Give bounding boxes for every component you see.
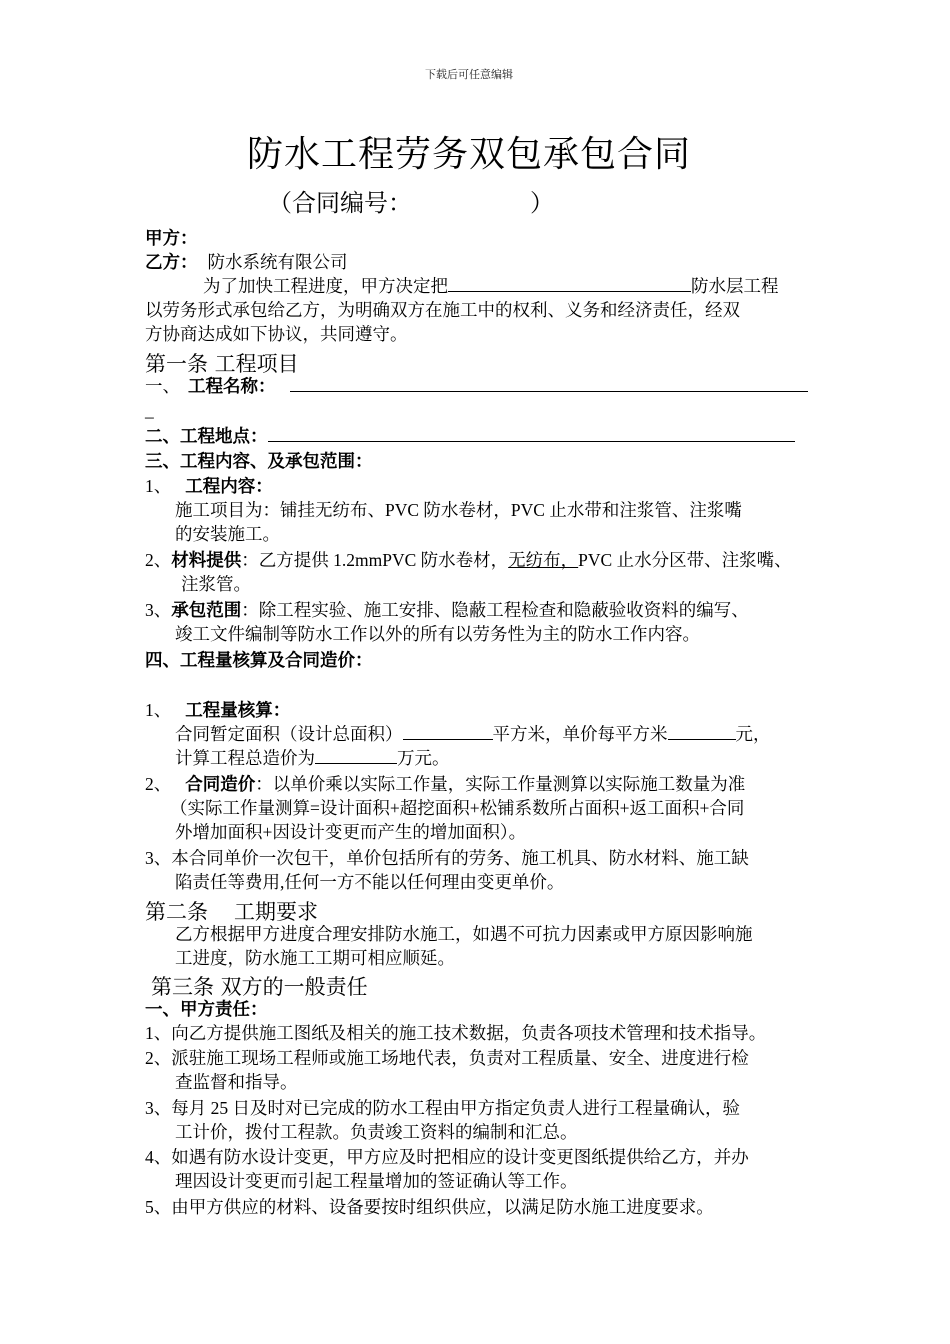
contract-number-close: ）	[530, 189, 554, 217]
duty-item-4-line-1: 4、如遇有防水设计变更，甲方应及时把相应的设计变更图纸提供给乙方，并办	[145, 1147, 749, 1167]
article-2-line-2: 工进度，防水施工工期可相应顺延。	[175, 948, 455, 968]
project-address-blank	[268, 424, 795, 442]
pricing-item-3-line-2: 陷责任等费用,任何一方不能以任何理由变更单价。	[175, 872, 565, 892]
duty-item-4-line-2: 理因设计变更而引起工程量增加的签证确认等工作。	[175, 1171, 578, 1191]
intro-line-1	[203, 274, 779, 298]
content-item-3-text: ：除工程实验、施工安排、隐蔽工程检查和隐蔽验收资料的编写、	[241, 600, 749, 620]
party-b	[145, 250, 348, 274]
pricing-label: 四、工程量核算及合同造价：	[145, 650, 373, 670]
pricing-item-1	[145, 698, 290, 722]
intro-text-a: 为了加快工程进度，甲方决定把	[203, 276, 448, 296]
pricing-item-1-num: 1、	[145, 700, 172, 720]
duty-item-2-line-2: 查监督和指导。	[175, 1072, 298, 1092]
duty-item-3-line-2: 工计价，拨付工程款。负责竣工资料的编制和汇总。	[175, 1122, 578, 1142]
content-item-1	[145, 474, 273, 498]
scope-label: 三、工程内容、及承包范围：	[145, 451, 373, 471]
content-item-2-line-2: 注浆管。	[181, 574, 251, 594]
duty-item-5: 5、由甲方供应的材料、设备要按时组织供应，以满足防水施工进度要求。	[145, 1197, 714, 1217]
duty-item-3-line-1: 3、每月 25 日及时对已完成的防水工程由甲方指定负责人进行工程量确认，验	[145, 1098, 740, 1118]
article-2-title: 工期要求	[234, 900, 318, 924]
area-blank	[403, 722, 493, 740]
content-item-2-text-a: ：乙方提供 1.2mmPVC 防水卷材，	[241, 550, 509, 570]
pricing-item-1-line-1	[175, 722, 771, 746]
party-b-label: 乙方：	[145, 252, 198, 272]
duty-item-2-line-1: 2、派驻施工现场工程师或施工场地代表，负责对工程质量、安全、进度进行检	[145, 1048, 749, 1068]
party-a: 甲方：	[145, 228, 198, 248]
project-name-line	[145, 374, 808, 398]
content-item-1-line-2: 的安装施工。	[175, 524, 280, 544]
project-address-line	[145, 424, 795, 448]
pricing-item-2-label: 合同造价	[185, 774, 256, 794]
content-item-2-label: 材料提供	[171, 550, 242, 570]
party-a-duties-label: 一、甲方责任：	[145, 999, 268, 1019]
duty-item-1: 1、向乙方提供施工图纸及相关的施工技术数据，负责各项技术管理和技术指导。	[145, 1023, 767, 1043]
pricing-item-3-line-1: 3、本合同单价一次包干，单价包括所有的劳务、施工机具、防水材料、施工缺	[145, 848, 749, 868]
page-header: 下载后可任意编辑	[425, 69, 513, 81]
intro-line-3: 方协商达成如下协议，共同遵守。	[145, 324, 408, 344]
project-name-num: 一、	[145, 376, 180, 396]
content-item-3-label: 承包范围	[171, 600, 242, 620]
pricing-item-2-line-3: 外增加面积+因设计变更而产生的增加面积）。	[175, 822, 527, 842]
content-item-2-underlined: 无纺布，	[508, 550, 579, 570]
content-item-3-line-2: 竣工文件编制等防水工作以外的所有以劳务性为主的防水工作内容。	[175, 624, 700, 644]
pricing-item-2-line-2: （实际工作量测算=设计面积+超挖面积+松铺系数所占面积+返工面积+合同	[170, 798, 745, 818]
unit-price-label: 平方米，单价每平方米	[492, 724, 668, 744]
content-item-1-label: 工程内容：	[185, 476, 273, 496]
pricing-item-1-line-2	[175, 746, 450, 770]
contract-title: 防水工程劳务双包承包合同	[247, 134, 692, 175]
contract-number-label: （合同编号：	[268, 189, 412, 217]
total-price-label: 计算工程总造价为	[175, 748, 315, 768]
project-name-blank	[290, 374, 808, 392]
content-item-2-text-b: PVC 止水分区带、注浆嘴、	[578, 550, 792, 570]
area-label: 合同暂定面积（设计总面积）	[175, 724, 403, 744]
pricing-item-2-text: ：以单价乘以实际工作量，实际工作量测算以实际施工数量为准	[255, 774, 746, 794]
content-item-1-num: 1、	[145, 476, 172, 496]
content-item-1-line-1: 施工项目为：铺挂无纺布、PVC 防水卷材，PVC 止水带和注浆管、注浆嘴	[175, 500, 742, 520]
total-price-blank	[315, 746, 397, 764]
article-3-heading: 第三条 双方的一般责任	[151, 975, 368, 999]
project-name-wrap: _	[145, 400, 154, 420]
intro-line-2: 以劳务形式承包给乙方，为明确双方在施工中的权利、义务和经济责任，经双	[145, 300, 740, 320]
project-blank	[448, 274, 691, 292]
contract-number	[268, 183, 554, 218]
pricing-item-2	[145, 772, 745, 796]
intro-text-b: 防水层工程	[691, 276, 779, 296]
project-address-label: 二、工程地点：	[145, 426, 268, 446]
unit-price-unit: 元，	[735, 724, 771, 744]
pricing-item-2-num: 2、	[145, 774, 172, 794]
article-2-number: 第二条	[145, 900, 208, 924]
party-b-name: 防水系统有限公司	[207, 252, 348, 272]
article-2-line-1: 乙方根据甲方进度合理安排防水施工，如遇不可抗力因素或甲方原因影响施	[175, 924, 753, 944]
total-price-unit: 万元。	[397, 748, 450, 768]
content-item-2-num: 2、	[145, 550, 172, 570]
article-1-heading: 第一条 工程项目	[145, 352, 299, 376]
content-item-3	[145, 598, 749, 622]
content-item-2	[145, 548, 792, 572]
unit-price-blank	[668, 722, 736, 740]
pricing-item-1-label: 工程量核算：	[185, 700, 291, 720]
project-name-label: 工程名称：	[188, 376, 276, 396]
content-item-3-num: 3、	[145, 600, 172, 620]
